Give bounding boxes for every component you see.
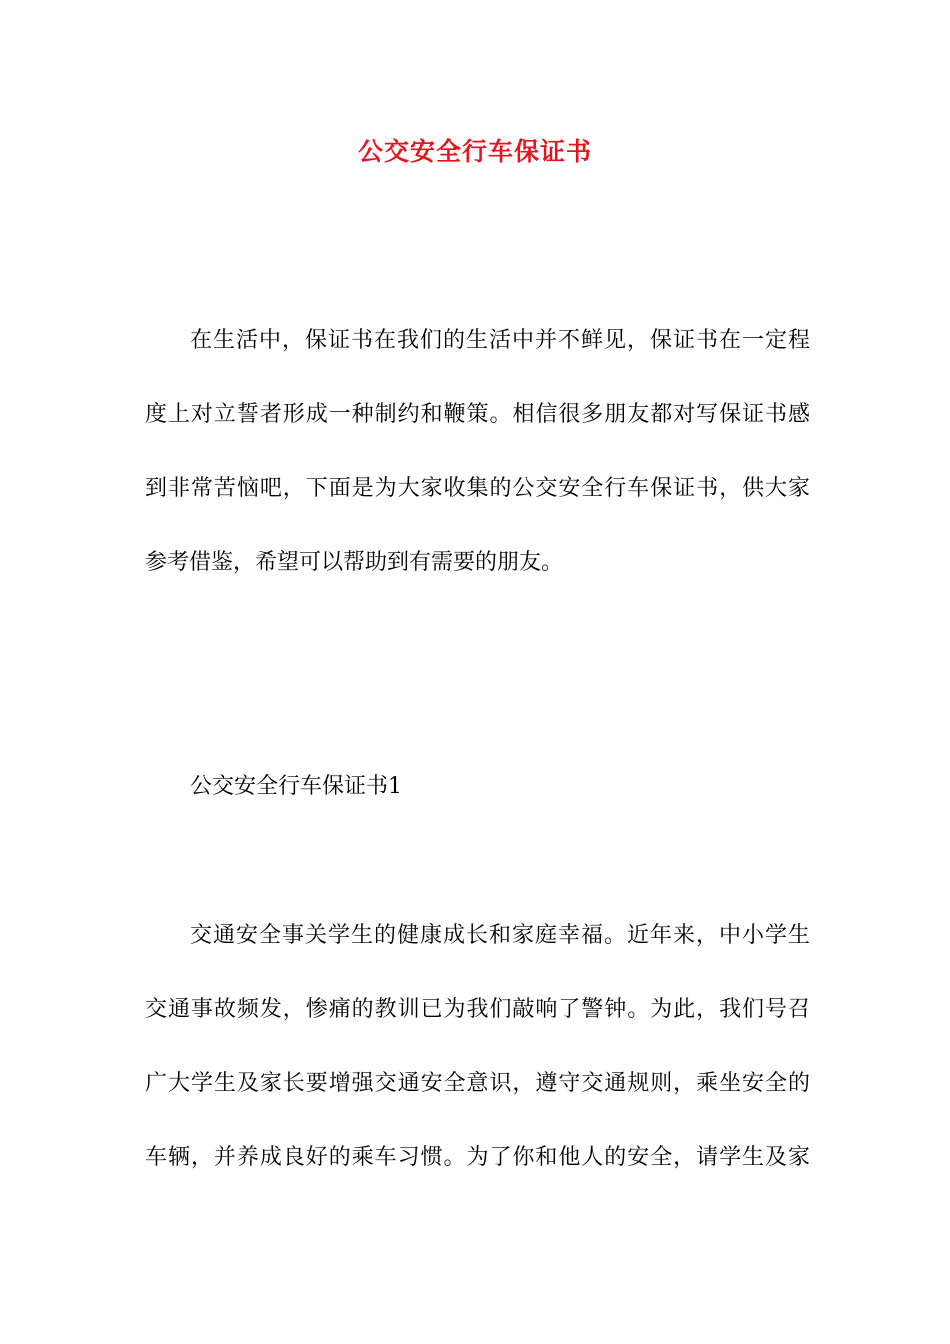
intro-line-3: 到非常苦恼吧，下面是为大家收集的公交安全行车保证书，供大家	[145, 476, 810, 501]
intro-line-1: 在生活中，保证书在我们的生活中并不鲜见，保证书在一定程	[190, 328, 810, 353]
body-line-2: 交通事故频发，惨痛的教训已为我们敲响了警钟。为此，我们号召	[145, 997, 810, 1022]
body-line-4: 车辆，并养成良好的乘车习惯。为了你和他人的安全，请学生及家	[145, 1145, 810, 1170]
document-title: 公交安全行车保证书	[357, 137, 592, 166]
body-line-1: 交通安全事关学生的健康成长和家庭幸福。近年来，中小学生	[190, 923, 810, 948]
body-line-3: 广大学生及家长要增强交通安全意识，遵守交通规则，乘坐安全的	[145, 1071, 810, 1096]
intro-line-2: 度上对立誓者形成一种制约和鞭策。相信很多朋友都对写保证书感	[145, 402, 810, 427]
intro-line-4: 参考借鉴，希望可以帮助到有需要的朋友。	[145, 550, 564, 575]
section-heading: 公交安全行车保证书1	[190, 774, 402, 799]
